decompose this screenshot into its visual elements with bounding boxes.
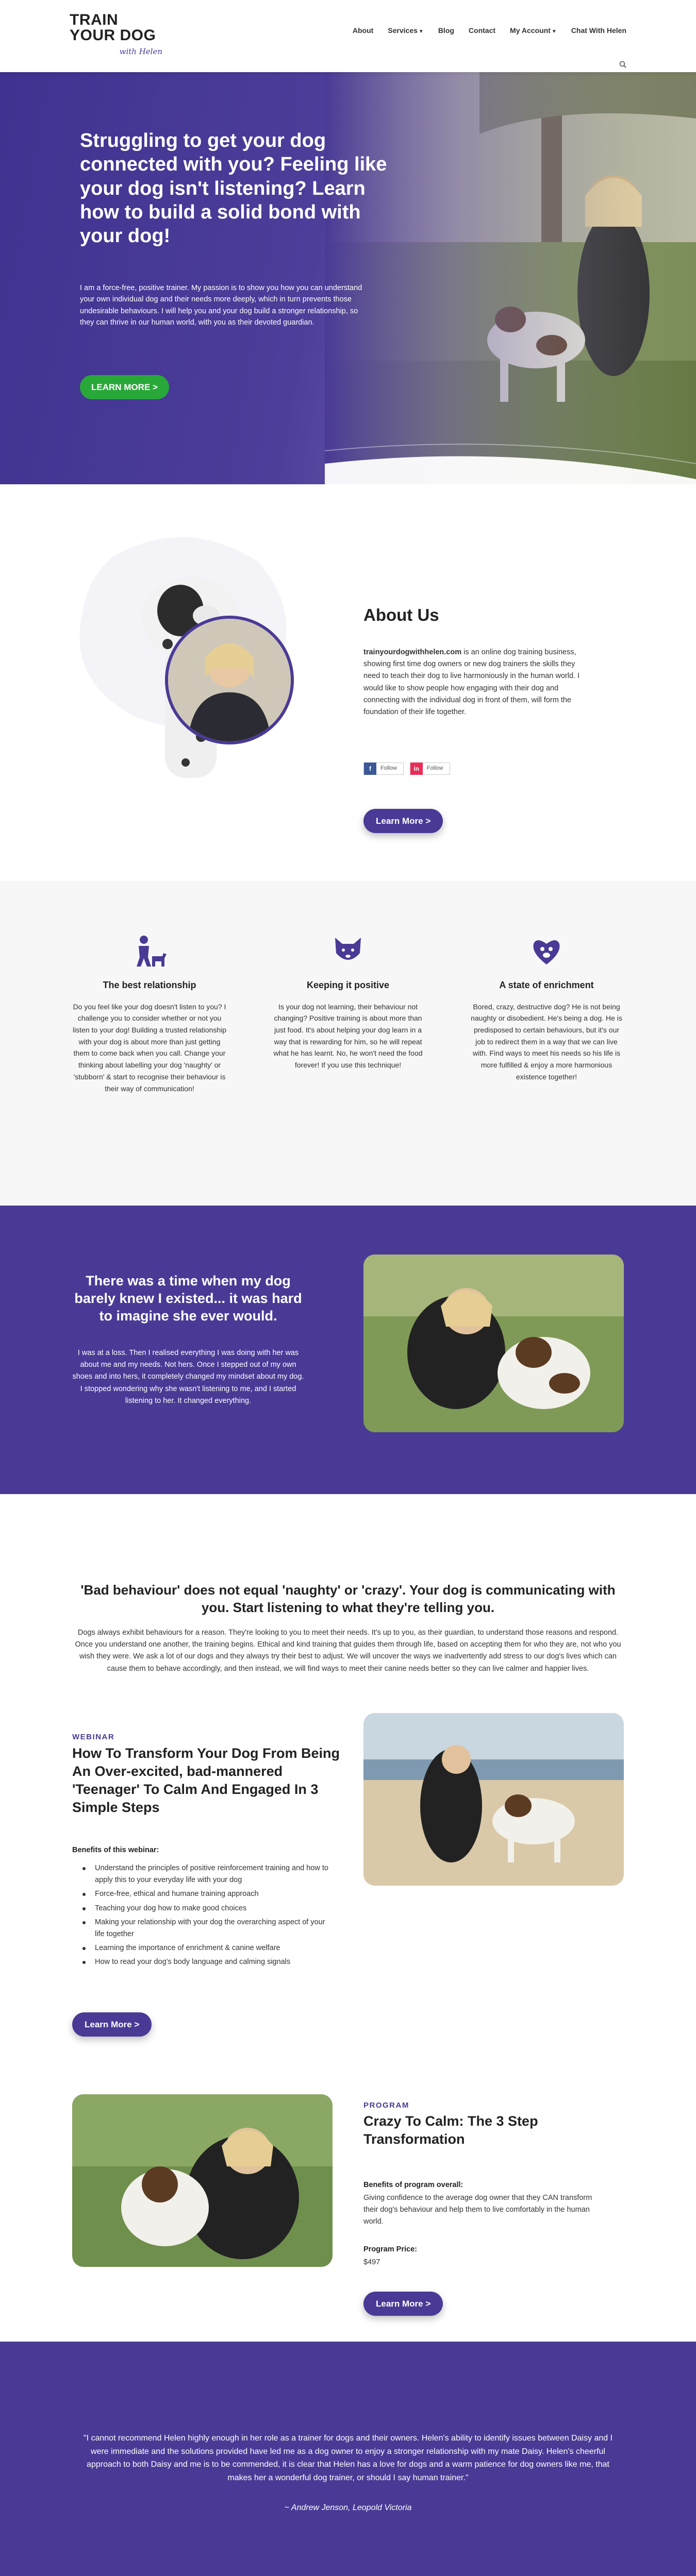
list-item: How to read your dog's body language and calming signals [82,1956,330,1968]
webinar-title: How To Transform Your Dog From Being An Over-excited, bad-mannered 'Teenager' To Calm And Engaged In 3 Simple Steps [72,1745,340,1816]
program-section [0,2050,696,2342]
price-value: $497 [363,2258,380,2266]
nav-item-blog[interactable] [438,25,454,36]
about-description: is an online dog training business, showing first time dog owners or new dog trainers the skills they need to teach their dog to live harmoniously in the human world. I would like to show people how engaging with their dog and connecting with the individual dog in front of them, will form the foundation of their life together. [363,648,580,716]
paw-heart-icon [528,933,565,969]
logo-title: TRAIN YOUR DOG [70,11,156,44]
hero-section [0,72,696,484]
facebook-icon: f [364,762,376,775]
program-learn-more-button[interactable]: Learn More > [363,2292,443,2316]
value-text: Do you feel like your dog doesn't listen to you? I challenge you to consider whether or not you listen to your dog! Building a trusted relationship with your dog is about more than just getting them to come back when you call. Change your thinking about labelling your dog 'naughty' or 'stubborn' & start to recognise their behaviour is their way of communication! [72,1002,227,1093]
program-benefits-heading: Benefits of program overall: [363,2181,463,2189]
list-item: Teaching your dog how to make good choices [82,1903,330,1914]
nav-item-services[interactable] [388,25,424,36]
benefits-list [82,1862,330,1971]
story-text: I was at a loss. Then I realised everything I was doing with her was about me and my needs. Not hers. Once I stepped out of my own shoes and into hers, it completely changed my mindset about my dog. I stopped wondering why she wasn't listening to me, and I started listening to her. It changed everything. [72,1349,304,1405]
person-dog-icon [131,933,168,969]
testimonial-quote: "I cannot recommend Helen highly enough in her role as a trainer for dogs and their owners. Helen's ability to identify issues between Daisy and I were immediate and the solutions provided have led me as a dog owner to enjoy a stronger relationship with my mate Daisy. Helen's cheerful approach to both Daisy and me is to be commended, it is clear that Helen has a love for dogs and a warm patience for dog owners like me, that makes her a wonderful dog trainer, or should I say human trainer." [83,2434,613,2482]
nav-label: Blog [438,26,454,35]
about-text [363,647,585,718]
search-icon[interactable] [619,61,626,68]
nav-item-chat[interactable] [571,25,626,36]
follow-label: Follow [380,765,397,772]
helen-with-dog-photo [363,1255,624,1432]
list-item: Making your relationship with your dog the overarching aspect of your life together [82,1917,330,1940]
benefits-heading: Benefits of this webinar: [72,1846,159,1854]
list-item: Force-free, ethical and humane training approach [82,1888,330,1900]
story-title: There was a time when my dog barely knew I existed... it was hard to imagine she ever would. [74,1273,302,1324]
about-title: About Us [363,605,439,624]
list-item: Learning the importance of enrichment & canine welfare [82,1942,330,1954]
facebook-follow-button[interactable] [363,762,404,775]
site-name: trainyourdogwithhelen.com [363,648,462,656]
nav-label: Contact [468,26,496,35]
value-card-relationship [72,933,227,1094]
value-title: Keeping it positive [306,980,390,990]
site-header [0,0,696,72]
chevron-down-icon: ▼ [418,29,424,35]
nav-item-about[interactable] [353,25,373,36]
webinar-learn-more-button[interactable]: Learn More > [72,2012,152,2037]
values-section [0,881,696,1206]
chevron-down-icon: ▼ [551,29,557,35]
program-title: Crazy To Calm: The 3 Step Transformation [363,2113,538,2147]
instagram-follow-button[interactable] [410,762,450,775]
program-kicker: PROGRAM [363,2101,409,2110]
social-follow [363,762,450,775]
nav-item-my-account[interactable] [510,25,557,36]
about-learn-more-button[interactable]: Learn More > [363,809,443,833]
webinar-section [0,1731,696,2050]
hero-headline: Struggling to get your dog connected with you? Feeling like your dog isn't listening? Learn how to build a solid bond with your dog! [80,130,387,247]
program-benefits-text: Giving confidence to the average dog owner that they CAN transform their dog's behaviour and help them to live comfortably in the human world. [363,2194,592,2226]
beach-training-photo [363,1713,624,1886]
nav-label: My Account [510,26,551,35]
logo-subtitle: with Helen [119,47,162,56]
behaviour-text: Dogs always exhibit behaviours for a reason. They're looking to you to meet their needs. It's up to you, as their guardian, to understand those reasons and respond. Once you understand one another, the training begins. Ethical and kind training that guides them through life, based on accepting them for who they are, not who you wish they were. We ask a lot of our dogs and they always try their best to adjust. We will uncover the ways we inadvertently add stress to our dog's lives which can cause them to behave accordingly, and then instead, we will find ways to meet their canine needs better so they can live calmer and happier lives. [75,1629,621,1673]
helen-portrait [165,616,294,744]
story-section [0,1206,696,1494]
behaviour-title: 'Bad behaviour' does not equal 'naughty' or 'crazy'. Your dog is communicating with you. Start listening to what they're telling you. [80,1582,616,1615]
main-nav [353,25,626,36]
behaviour-section [0,1494,696,1731]
nav-label: Chat With Helen [571,26,626,35]
value-title: A state of enrichment [499,980,594,990]
hero-body: I am a force-free, positive trainer. My passion is to show you how you can understand your own individual dog and their needs more deeply, which in turn prevents those undesirable behaviours. I will help you and your dog build a stronger relationship, so they can thrive in our human world, with you as their devoted guardian. [80,284,362,327]
nav-label: About [352,26,374,35]
about-section [0,484,696,881]
site-logo[interactable] [70,11,162,56]
dog-face-icon [330,933,366,969]
value-card-positive [271,933,425,1071]
value-title: The best relationship [103,980,196,990]
testimonial-author: ~ Andrew Jenson, Leopold Victoria [284,2503,412,2512]
value-text: Bored, crazy, destructive dog? He is not being naughty or disobedient. He's being a dog. He is predisposed to certain behaviours, but it's our job to redirect them in a way that we can live with. Find ways to meet his needs so his life is more fulfilled & enjoy a more harmonious existence together! [471,1002,622,1081]
instagram-icon: in [410,762,423,775]
webinar-kicker: WEBINAR [72,1733,115,1741]
nav-item-contact[interactable] [469,25,495,36]
testimonial-section [0,2342,696,2576]
value-card-enrichment [469,933,624,1083]
helen-dog-cuddle-photo [72,2094,333,2267]
learn-more-button[interactable]: LEARN MORE > [80,375,169,399]
value-text: Is your dog not learning, their behaviour not changing? Positive training is about more than just food. It's about helping your dog learn in a way that is rewarding for him, so he will repeat what he has learnt. No, he won't need the food forever! If you use this technique! [273,1002,423,1070]
nav-label: Services [388,26,418,35]
price-label: Program Price: [363,2245,417,2253]
follow-label: Follow [426,765,443,772]
list-item: Understand the principles of positive reinforcement training and how to apply this to your everyday life with your dog [82,1862,330,1886]
